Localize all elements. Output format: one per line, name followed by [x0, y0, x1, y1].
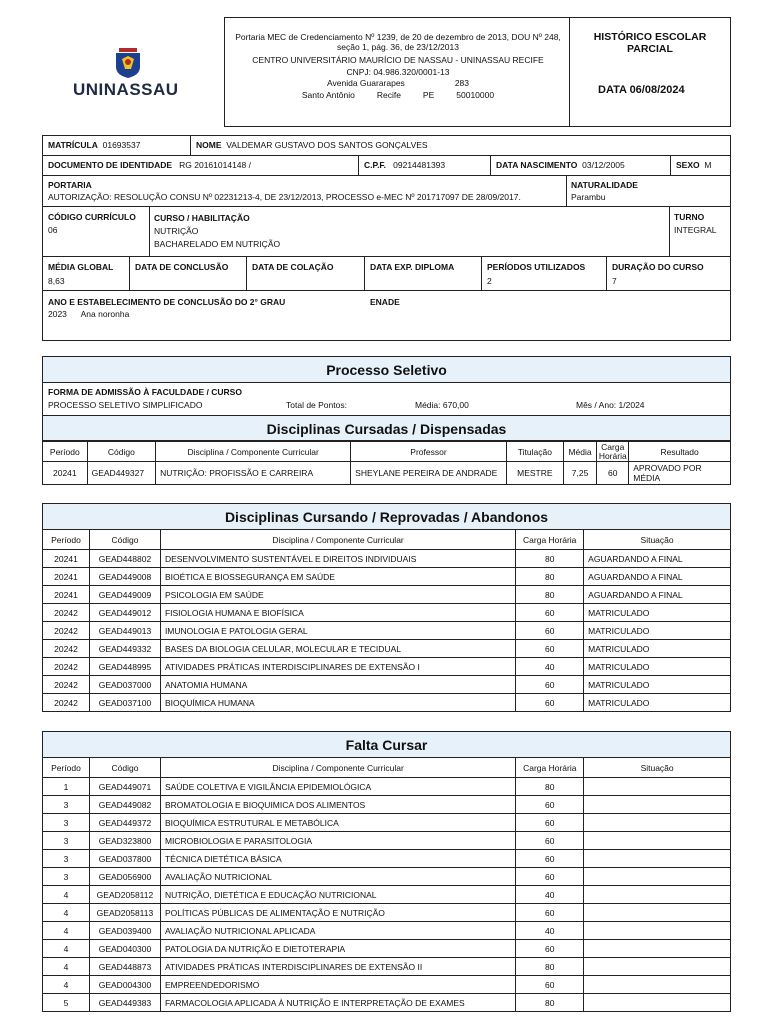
table-row: 20241 GEAD449009 PSICOLOGIA EM SAÚDE 80 AGUARDANDO A FINAL [43, 586, 731, 604]
identity-doc: DOCUMENTO DE IDENTIDADE RG 20161014148 / [48, 160, 251, 170]
table-row: 4 GEAD2058112 NUTRIÇÃO, DIETÉTICA E EDUCAÇÃO NUTRICIONAL 40 [43, 886, 731, 904]
shift: INTEGRAL [674, 225, 717, 235]
cpf: C.P.F. 09214481393 [364, 160, 446, 170]
sex: SEXO M [676, 160, 712, 170]
course: NUTRIÇÃO [154, 226, 199, 236]
table-row: 4 GEAD040300 PATOLOGIA DA NUTRIÇÃO E DIETOTERAPIA 60 [43, 940, 731, 958]
admission-month: Mês / Ano: 1/2024 [576, 400, 645, 410]
table-row: 20242 GEAD037000 ANATOMIA HUMANA 60 MATRICULADO [43, 676, 731, 694]
periods: 2 [487, 276, 492, 286]
doc-date: DATA 06/08/2024 [598, 84, 685, 96]
table-row: 4 GEAD2058113 POLÍTICAS PÚBLICAS DE ALIMENTAÇÃO E NUTRIÇÃO 60 [43, 904, 731, 922]
falta-title: Falta Cursar [42, 731, 731, 758]
student-name: NOME VALDEMAR GUSTAVO DOS SANTOS GONÇALVES [196, 140, 428, 150]
curriculum-code-label: CÓDIGO CURRÍCULO [48, 212, 136, 222]
table-row: 20242 GEAD449013 IMUNOLOGIA E PATOLOGIA GERAL 60 MATRICULADO [43, 622, 731, 640]
graduation-date-label: DATA DE COLAÇÃO [252, 262, 334, 272]
admission-score: Média: 670,00 [415, 400, 469, 410]
document-title-box [569, 17, 731, 127]
doc-title: HISTÓRICO ESCOLAR PARCIAL [593, 31, 707, 55]
curriculum-code: 06 [48, 225, 58, 235]
duration: 7 [612, 276, 617, 286]
table-header: Período Código Disciplina / Componente Curricular Professor Titulação Média Carga Horária Resultado [43, 442, 731, 462]
table-header: Período Código Disciplina / Componente Curricular Carga Horária Situação [43, 530, 731, 550]
cursando-title: Disciplinas Cursando / Reprovadas / Abandonos [42, 503, 731, 530]
diploma-date-label: DATA EXP. DIPLOMA [370, 262, 455, 272]
enade-label: ENADE [370, 297, 400, 307]
birth-date: DATA NASCIMENTO 03/12/2005 [496, 160, 625, 170]
table-row: 3 GEAD449082 BROMATOLOGIA E BIOQUIMICA DOS ALIMENTOS 60 [43, 796, 731, 814]
table-header: Período Código Disciplina / Componente Curricular Carga Horária Situação [43, 758, 731, 778]
gpa-label: MÉDIA GLOBAL [48, 262, 114, 272]
table-row: 3 GEAD449372 BIOQUÍMICA ESTRUTURAL E METABÓLICA 60 [43, 814, 731, 832]
periods-label: PERÍODOS UTILIZADOS [487, 262, 586, 272]
high-school: 2023 Ana noronha [48, 309, 130, 319]
institution-info [224, 17, 570, 127]
table-row: 3 GEAD056900 AVALIAÇÃO NUTRICIONAL 60 [43, 868, 731, 886]
table-row: 20241 GEAD449327 NUTRIÇÃO: PROFISSÃO E CARREIRA SHEYLANE PEREIRA DE ANDRADE MESTRE 7,25 60 APROVADO POR MÉDIA [43, 462, 731, 485]
cursadas-table [42, 441, 731, 485]
table-row: 20241 GEAD448802 DESENVOLVIMENTO SUSTENTÁVEL E DIREITOS INDIVIDUAIS 80 AGUARDANDO A FINAL [43, 550, 731, 568]
duration-label: DURAÇÃO DO CURSO [612, 262, 704, 272]
crest-icon [113, 47, 143, 79]
matricula: MATRÍCULA 01693537 [48, 140, 141, 150]
brand-name: UNINASSAU [73, 80, 179, 99]
table-row: 20242 GEAD449012 FISIOLOGIA HUMANA E BIOFÍSICA 60 MATRICULADO [43, 604, 731, 622]
portaria-line: Portaria MEC de Credenciamento Nº 1239, de 20 de dezembro de 2013, DOU Nº 248, seção 1, pág. 36, de 23/12/2013 [235, 32, 561, 52]
table-row: 3 GEAD323800 MICROBIOLOGIA E PARASITOLOGIA 60 [43, 832, 731, 850]
table-row: 20241 GEAD449008 BIOÉTICA E BIOSSEGURANÇA EM SAÚDE 80 AGUARDANDO A FINAL [43, 568, 731, 586]
institution-name: CENTRO UNIVERSITÁRIO MAURÍCIO DE NASSAU - UNINASSAU RECIFE [252, 55, 544, 65]
table-row: 20242 GEAD449332 BASES DA BIOLOGIA CELULAR, MOLECULAR E TECIDUAL 60 MATRICULADO [43, 640, 731, 658]
high-school-label: ANO E ESTABELECIMENTO DE CONCLUSÃO DO 2° GRAU [48, 297, 286, 307]
table-row: 4 GEAD039400 AVALIAÇÃO NUTRICIONAL APLICADA 40 [43, 922, 731, 940]
falta-table [42, 757, 731, 1012]
shift-label: TURNO [674, 212, 705, 222]
table-row: 1 GEAD449071 SAÚDE COLETIVA E VIGILÂNCIA EPIDEMIOLÓGICA 80 [43, 778, 731, 796]
course-label: CURSO / HABILITAÇÃO [154, 213, 250, 223]
degree: BACHARELADO EM NUTRIÇÃO [154, 239, 281, 249]
table-row: 4 GEAD004300 EMPREENDEDORISMO 60 [43, 976, 731, 994]
admission-form: PROCESSO SELETIVO SIMPLIFICADO [48, 400, 203, 410]
table-row: 3 GEAD037800 TÉCNICA DIETÉTICA BÁSICA 60 [43, 850, 731, 868]
conclusion-date-label: DATA DE CONCLUSÃO [135, 262, 229, 272]
cursadas-title: Disciplinas Cursadas / Dispensadas [42, 415, 731, 441]
portaria-text: AUTORIZAÇÃO: RESOLUÇÃO CONSU Nº 02231213-4, DE 23/12/2013, PROCESSO e-MEC Nº 201717097 DE 28/09/2017. [48, 192, 521, 202]
address-street: Avenida Guararapes 283 [327, 78, 469, 88]
table-row: 20242 GEAD037100 BIOQUÍMICA HUMANA 60 MATRICULADO [43, 694, 731, 712]
naturalidade-label: NATURALIDADE [571, 180, 638, 190]
cnpj: CNPJ: 04.986.320/0001-13 [346, 66, 450, 77]
table-row: 20242 GEAD448995 ATIVIDADES PRÁTICAS INTERDISCIPLINARES DE EXTENSÃO I 40 MATRICULADO [43, 658, 731, 676]
cursando-table [42, 529, 731, 712]
processo-title: Processo Seletivo [42, 356, 731, 383]
gpa: 8,63 [48, 276, 65, 286]
table-row: 4 GEAD448873 ATIVIDADES PRÁTICAS INTERDISCIPLINARES DE EXTENSÃO II 80 [43, 958, 731, 976]
table-row: 5 GEAD449383 FARMACOLOGIA APLICADA À NUTRIÇÃO E INTERPRETAÇÃO DE EXAMES 80 [43, 994, 731, 1012]
naturalidade: Parambu [571, 192, 606, 202]
admission-label: FORMA DE ADMISSÃO À FACULDADE / CURSO [48, 387, 242, 397]
address-city: Santo Antônio Recife PE 50010000 [301, 89, 495, 100]
portaria-label: PORTARIA [48, 180, 92, 190]
total-points: Total de Pontos: [286, 400, 347, 410]
